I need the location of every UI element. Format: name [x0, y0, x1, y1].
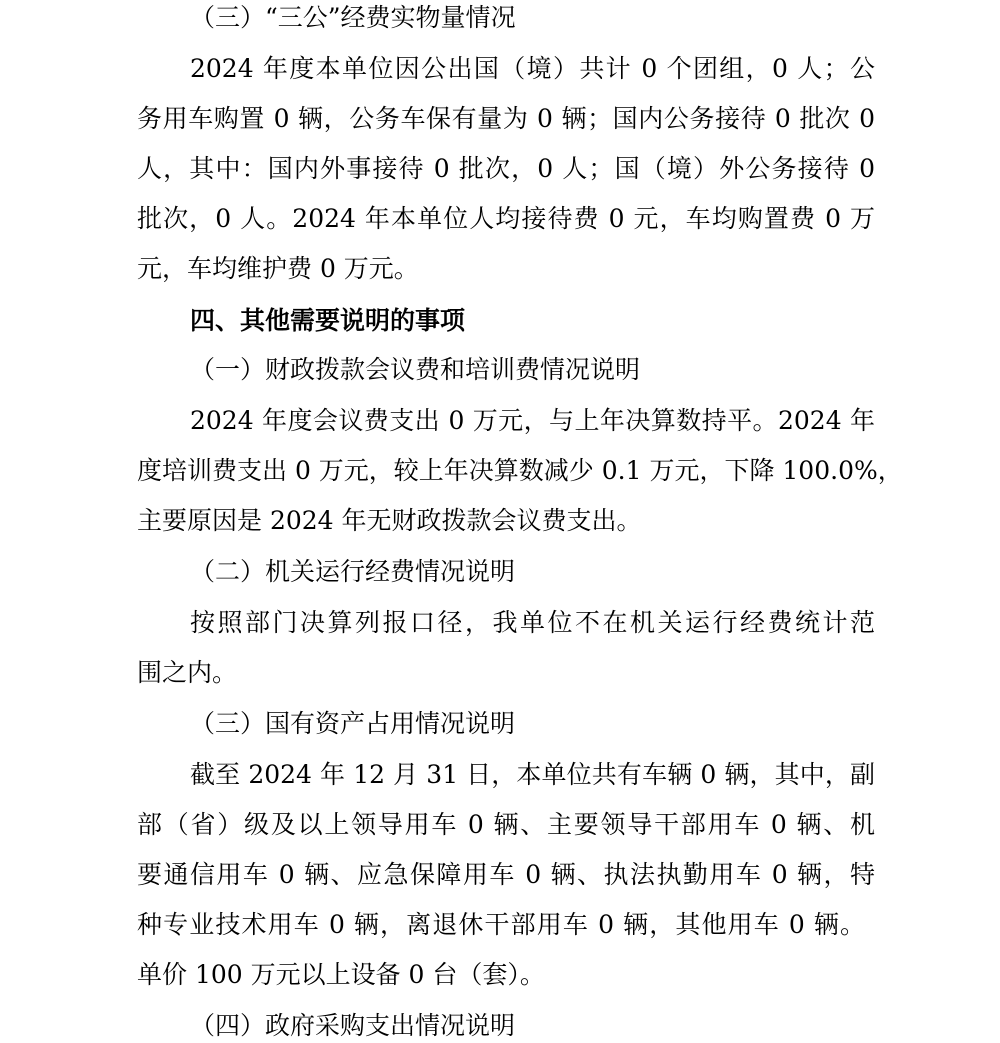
paragraph-line: 按照部门决算列报口径，我单位不在机关运行经费统计范: [190, 608, 875, 637]
paragraph-line: 截至 2024 年 12 月 31 日，本单位共有车辆 0 辆，其中，副: [190, 760, 875, 789]
section-heading-other-matters: 四、其他需要说明的事项: [190, 306, 466, 335]
paragraph-line: 要通信用车 0 辆、应急保障用车 0 辆、执法执勤用车 0 辆，特: [137, 860, 875, 889]
subsection-heading-state-assets: （三）国有资产占用情况说明: [190, 709, 516, 738]
subsection-heading-government-procurement: （四）政府采购支出情况说明: [190, 1011, 516, 1040]
paragraph-line: 单价 100 万元以上设备 0 台（套）。: [137, 960, 545, 989]
paragraph-line: 部（省）级及以上领导用车 0 辆、主要领导干部用车 0 辆、机: [137, 810, 875, 839]
subsection-heading-operating-expenses: （二）机关运行经费情况说明: [190, 557, 516, 586]
paragraph-line: 批次，0 人。2024 年本单位人均接待费 0 元，车均购置费 0 万: [137, 204, 875, 233]
subsection-heading-san-gong-physical-quantity: （三）“三公”经费实物量情况: [190, 3, 516, 32]
paragraph-line: 2024 年度本单位因公出国（境）共计 0 个团组，0 人；公: [190, 54, 875, 83]
subsection-heading-meeting-training-fees: （一）财政拨款会议费和培训费情况说明: [190, 355, 641, 384]
paragraph-line: 2024 年度会议费支出 0 万元，与上年决算数持平。2024 年: [190, 406, 875, 435]
paragraph-line: 种专业技术用车 0 辆，离退休干部用车 0 辆，其他用车 0 辆。: [137, 910, 865, 939]
paragraph-line: 围之内。: [137, 658, 238, 687]
paragraph-line: 务用车购置 0 辆，公务车保有量为 0 辆；国内公务接待 0 批次 0: [137, 104, 875, 133]
paragraph-line: 度培训费支出 0 万元，较上年决算数减少 0.1 万元，下降 100.0%，: [137, 456, 903, 485]
paragraph-line: 元，车均维护费 0 万元。: [137, 254, 419, 283]
paragraph-line: 人，其中：国内外事接待 0 批次，0 人；国（境）外公务接待 0: [137, 154, 875, 183]
paragraph-line: 主要原因是 2024 年无财政拨款会议费支出。: [137, 506, 642, 535]
